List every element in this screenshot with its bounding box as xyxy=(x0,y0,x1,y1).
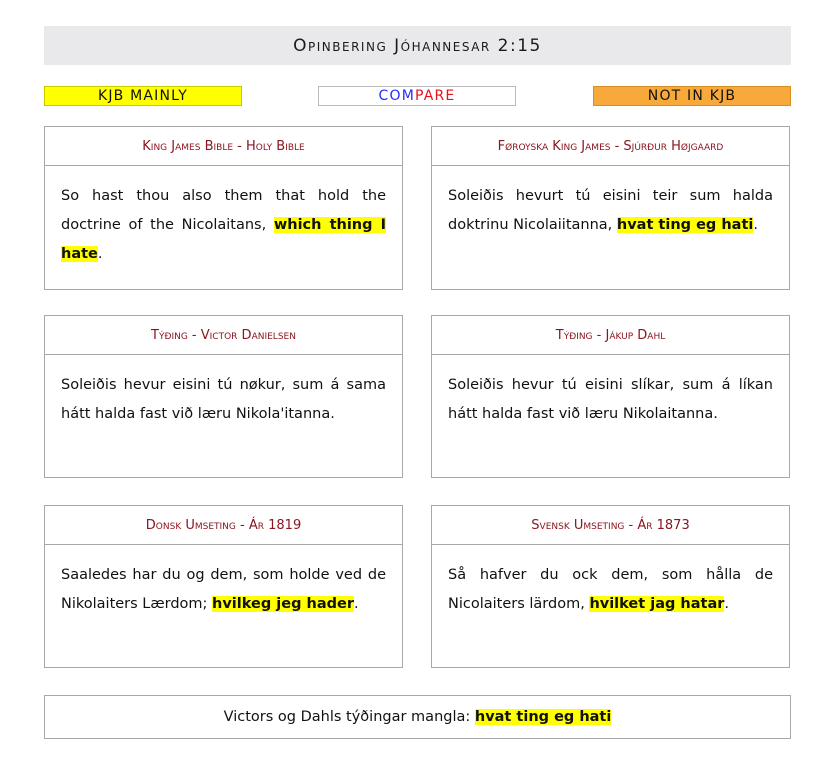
legend-compare-part2: PARE xyxy=(414,88,456,104)
footer-highlight: hvat ting eg hati xyxy=(474,709,612,725)
card-heading: Týðing - Jákup Dahl xyxy=(432,316,789,355)
card-heading: King James Bible - Holy Bible xyxy=(45,127,402,166)
legend-compare xyxy=(318,86,516,106)
footer-text: Victors og Dahls týðingar mangla: xyxy=(223,709,475,725)
card-svensk-1873 xyxy=(431,505,790,668)
verse-text: Saaledes har du og dem, som holde ved de Nikolaiters Lærdom; xyxy=(61,567,386,612)
card-text xyxy=(432,166,789,254)
verse-text-end: . xyxy=(753,217,758,233)
card-heading: Føroyska King James - Sjúrður Højgaard xyxy=(432,127,789,166)
verse-text: Soleiðis hevur eisini tú nøkur, sum á sama hátt halda fast við læru Nikola'itanna. xyxy=(61,377,386,422)
card-text xyxy=(45,355,402,443)
verse-text: Soleiðis hevur tú eisini slíkar, sum á líkan hátt halda fast við læru Nikolaitanna. xyxy=(448,377,773,422)
legend-kjb-mainly: KJB MAINLY xyxy=(44,86,242,106)
card-donsk-1819 xyxy=(44,505,403,668)
verse-text: Soleiðis hevurt tú eisini teir sum halda doktrinu Nicolaiitanna, xyxy=(448,188,773,233)
verse-highlight: hvat ting eg hati xyxy=(616,217,754,233)
verse-text: Så hafver du ock dem, som hålla de Nicolaiters lärdom, xyxy=(448,567,773,612)
legend-not-in-kjb: NOT IN KJB xyxy=(593,86,791,106)
card-heading: Donsk Umseting - Ár 1819 xyxy=(45,506,402,545)
footer-note xyxy=(44,695,791,739)
legend-compare-part1: COM xyxy=(378,88,415,104)
card-kjb xyxy=(44,126,403,290)
verse-highlight: which thing I hate xyxy=(61,217,386,262)
card-heading: Týðing - Victor Danielsen xyxy=(45,316,402,355)
verse-text: So hast thou also them that hold the doctrine of the Nicolaitans, xyxy=(61,188,386,233)
card-dahl xyxy=(431,315,790,478)
card-text xyxy=(45,545,402,633)
verse-highlight: hvilkeg jeg hader xyxy=(212,596,354,612)
verse-highlight: hvilket jag hatar xyxy=(589,596,725,612)
verse-text-end: . xyxy=(97,246,103,262)
card-heading: Svensk Umseting - Ár 1873 xyxy=(432,506,789,545)
page-title: Opinbering Jóhannesar 2:15 xyxy=(44,26,791,65)
card-text xyxy=(45,166,402,283)
verse-text-end: . xyxy=(353,596,359,612)
card-text xyxy=(432,545,789,633)
card-danielsen xyxy=(44,315,403,478)
card-foroyska-kj xyxy=(431,126,790,290)
verse-text-end: . xyxy=(724,596,729,612)
card-text xyxy=(432,355,789,443)
